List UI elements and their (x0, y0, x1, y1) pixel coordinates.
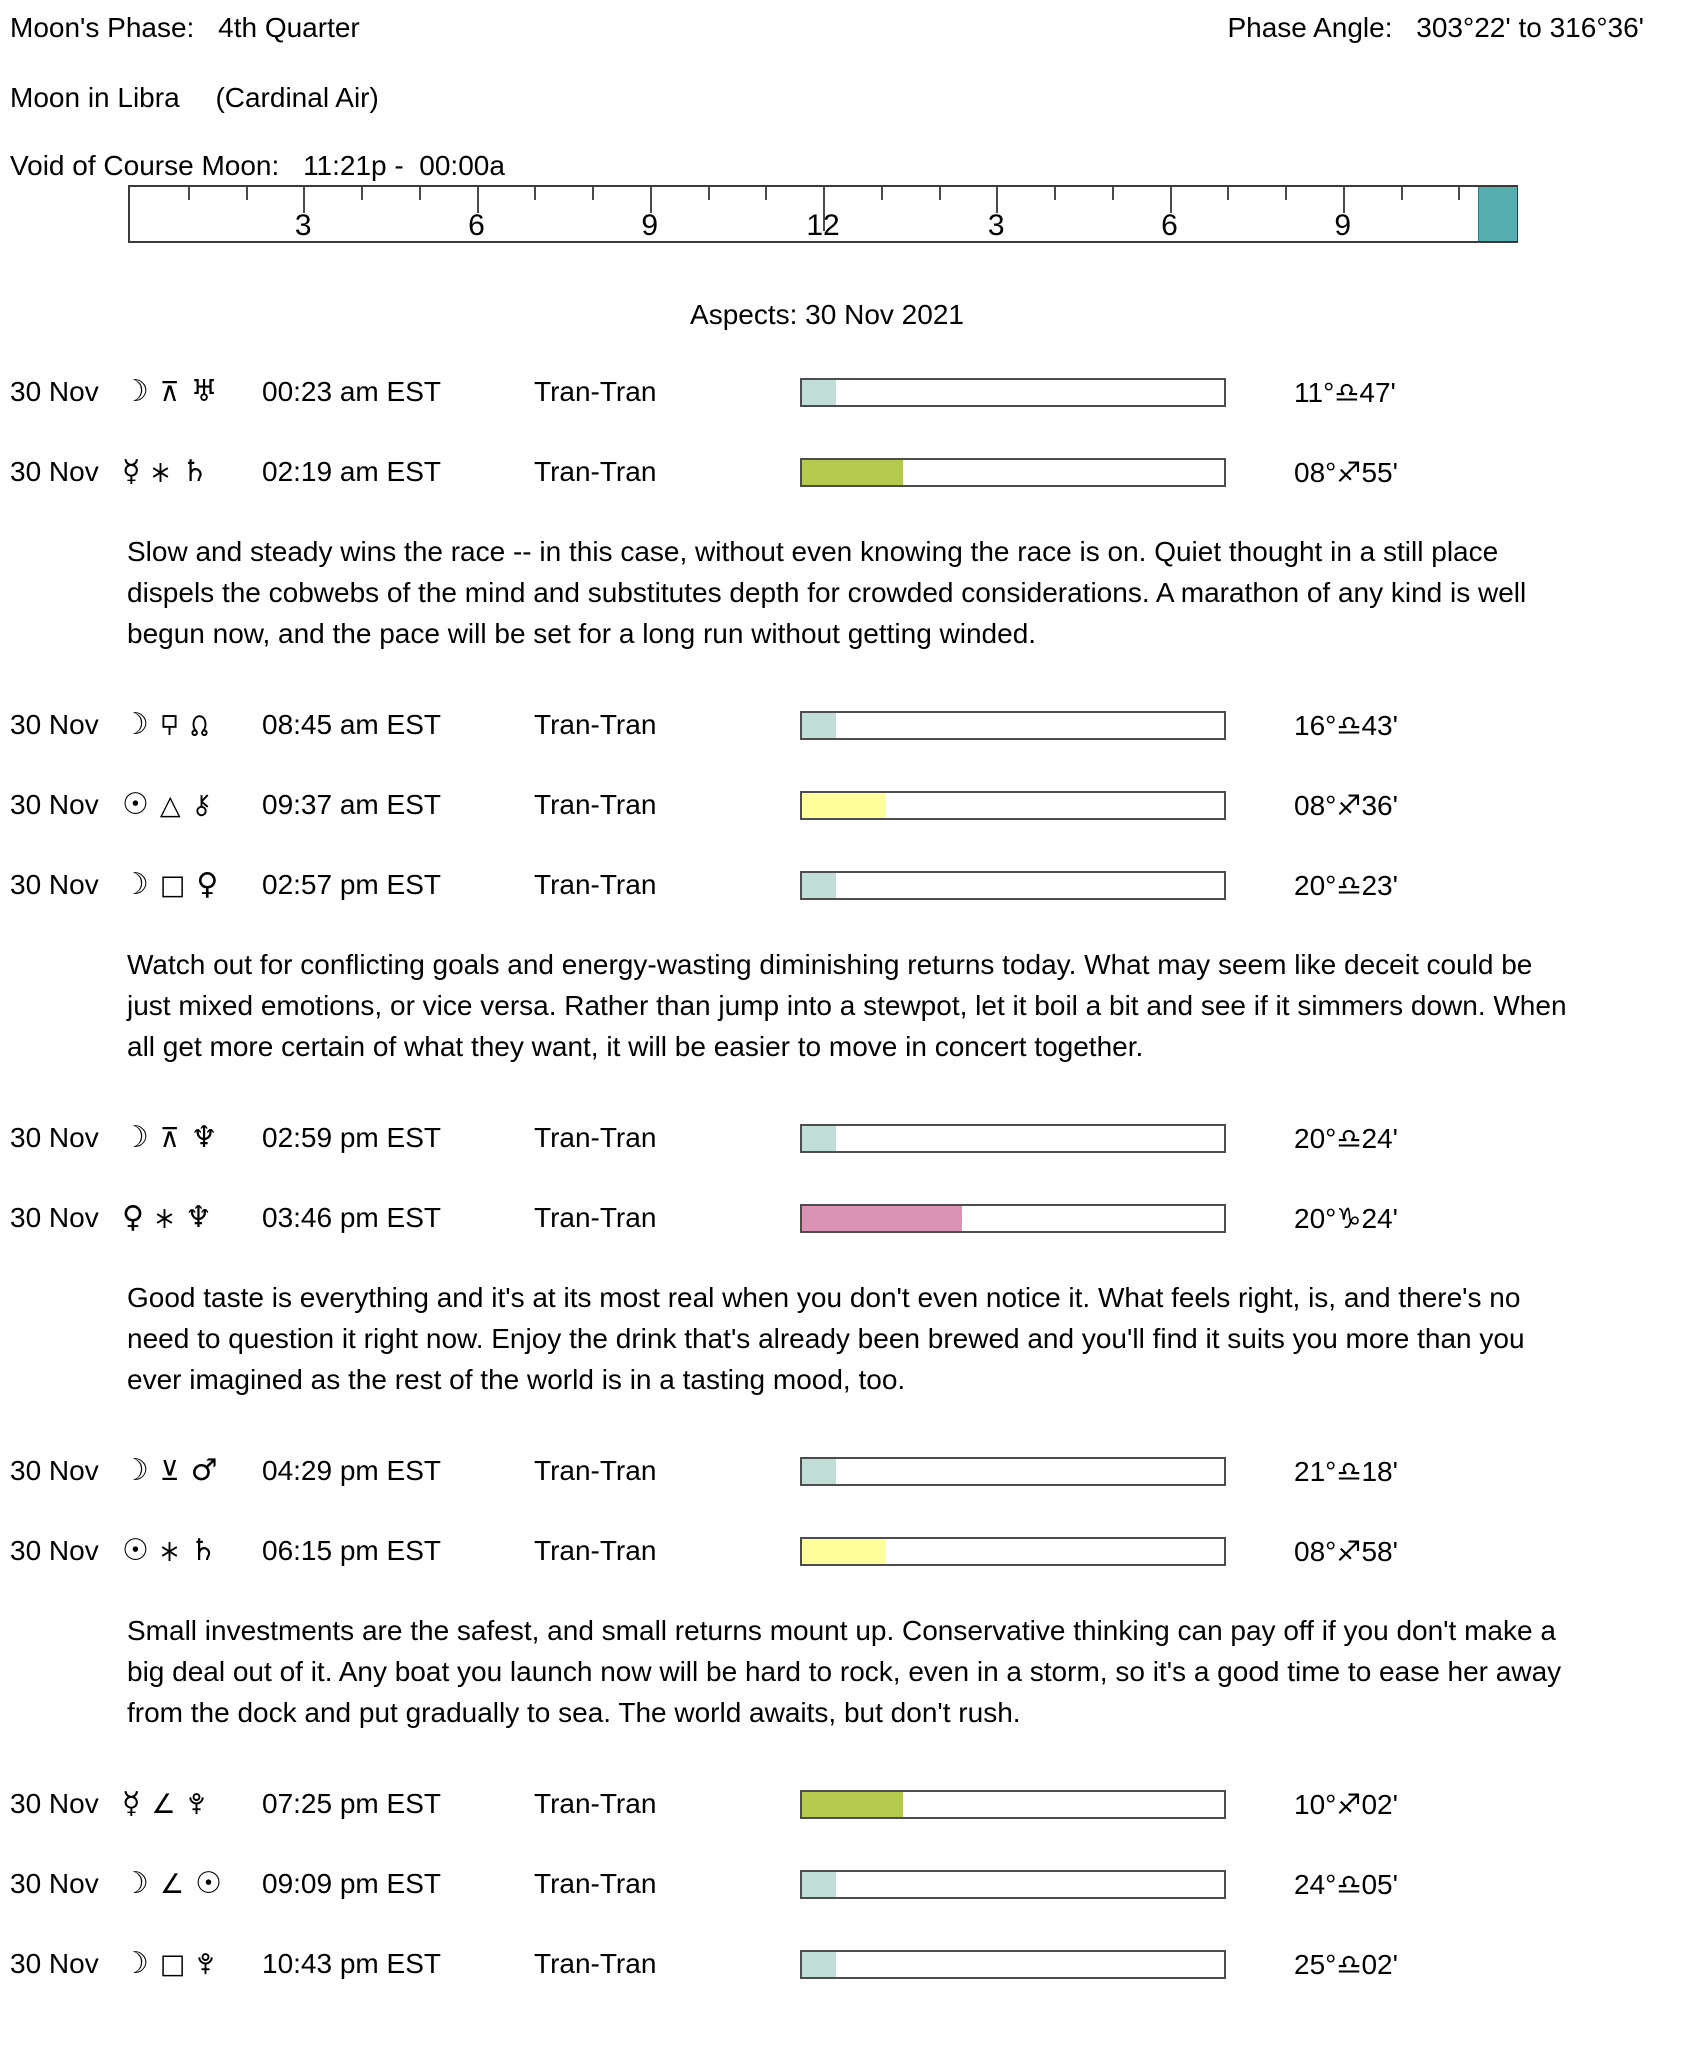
aspect-time: 09:37 am EST (262, 789, 441, 820)
aspect-row (10, 784, 1690, 826)
sun-icon: ☉ (122, 787, 149, 822)
moon-sign-line (10, 82, 1690, 114)
aspect-interpretation: Good taste is everything and it's at its most real when you don't even notice it. What feels right, is, and there's no need to question it right now. Enjoy the drink that's already been brewed and you'll find it suits you more than you ever imagined as the rest of the world is in a tasting mood, too. (127, 1282, 1525, 1395)
aspect-orb-fill (802, 713, 836, 738)
aspect-orb-fill (802, 1459, 836, 1484)
aspect-orb-fill (802, 460, 903, 485)
ruler-tick (419, 187, 421, 200)
voc-line (10, 150, 1690, 182)
moon-icon: ☽ (122, 707, 149, 742)
mars-icon: ♂ (190, 1453, 218, 1488)
moon-icon: ☽ (122, 1946, 149, 1981)
aspect-time: 04:29 pm EST (262, 1455, 441, 1486)
aspect-row-group (10, 1117, 1690, 1159)
ruler-tick (592, 187, 594, 200)
aspect-time: 00:23 am EST (262, 376, 441, 407)
moons-phase-label: Moon's Phase: (10, 12, 195, 43)
aspect-time: 02:19 am EST (262, 456, 441, 487)
aspect-time: 03:46 pm EST (262, 1202, 441, 1233)
aspect-orb-fill (802, 1952, 836, 1977)
moon-sign-note: (Cardinal Air) (215, 82, 379, 113)
aspect-orb-bar (800, 1790, 1226, 1819)
aspect-glyphs (122, 1946, 262, 1981)
aspect-orb-bar (800, 791, 1226, 820)
aspect-orb-bar (800, 1457, 1226, 1486)
aspect-type: Tran-Tran (534, 1948, 657, 1979)
ruler-tick (246, 187, 248, 200)
aspect-row (10, 1863, 1690, 1905)
aspect-time: 08:45 am EST (262, 709, 441, 740)
aspect-row (10, 1943, 1690, 1985)
ruler-hour-label: 12 (806, 209, 840, 242)
aspect-position: 10°♐02' (1294, 1788, 1398, 1820)
moon-icon: ☽ (122, 1120, 149, 1155)
chiron-icon (192, 794, 211, 817)
square-icon: □ (159, 1948, 186, 1980)
trine-icon: △ (159, 789, 181, 821)
header-line-phase (10, 12, 1690, 44)
ruler-hour-label: 3 (294, 209, 312, 242)
pluto-icon (187, 1793, 206, 1816)
aspect-glyphs (122, 1866, 262, 1901)
moon-icon: ☽ (122, 867, 149, 902)
aspect-date: 30 Nov (10, 1948, 99, 1979)
sextile-icon (151, 461, 170, 484)
aspect-orb-fill (802, 380, 836, 405)
ruler-tick (881, 187, 883, 200)
quincunx-icon: ⊼ (159, 1122, 180, 1154)
aspect-position: 21°♎18' (1294, 1455, 1398, 1487)
uranus-icon: ♅ (190, 374, 218, 409)
neptune-icon: ♆ (184, 1200, 212, 1235)
aspects-title: Aspects: 30 Nov 2021 (690, 299, 964, 330)
moons-phase (10, 12, 360, 44)
aspect-orb-fill (802, 1872, 836, 1897)
sun-icon: ☉ (122, 1533, 149, 1568)
aspect-row (10, 704, 1690, 746)
aspect-time: 02:59 pm EST (262, 1122, 441, 1153)
aspect-type: Tran-Tran (534, 456, 657, 487)
aspect-row-group (10, 784, 1690, 826)
aspect-position: 20°♎23' (1294, 869, 1398, 901)
semisquare-icon: ∠ (151, 1788, 176, 1820)
aspect-type: Tran-Tran (534, 1535, 657, 1566)
semisquare-icon: ∠ (159, 1868, 185, 1900)
aspect-row-group (10, 1783, 1690, 1825)
aspect-glyphs (122, 787, 262, 822)
aspect-orb-bar (800, 1124, 1226, 1153)
aspect-time: 06:15 pm EST (262, 1535, 441, 1566)
ruler-tick (1285, 187, 1287, 200)
sextile-icon (155, 1207, 174, 1230)
aspect-position: 25°♎02' (1294, 1948, 1398, 1980)
aspect-type: Tran-Tran (534, 376, 657, 407)
semisextile-icon: ⊻ (159, 1455, 180, 1487)
aspect-orb-fill (802, 1126, 836, 1151)
aspect-position: 20°♎24' (1294, 1122, 1398, 1154)
aspect-date: 30 Nov (10, 1455, 99, 1486)
aspect-date: 30 Nov (10, 869, 99, 900)
aspect-row (10, 1197, 1690, 1239)
saturn-icon: ♄ (181, 454, 209, 489)
aspect-row (10, 1450, 1690, 1492)
ruler-hour-label: 3 (987, 209, 1005, 242)
aspect-type: Tran-Tran (534, 709, 657, 740)
phase-angle (1227, 12, 1644, 44)
aspect-type: Tran-Tran (534, 1202, 657, 1233)
aspect-position: 16°♎43' (1294, 709, 1398, 741)
sun-icon: ☉ (195, 1866, 223, 1901)
aspect-orb-fill (802, 873, 836, 898)
aspect-row (10, 864, 1690, 906)
aspect-date: 30 Nov (10, 1535, 99, 1566)
aspect-glyphs (122, 1533, 262, 1568)
aspect-orb-fill (802, 1539, 886, 1564)
aspect-glyphs (122, 1786, 262, 1821)
square-icon: □ (159, 869, 186, 901)
aspect-glyphs (122, 867, 262, 902)
ruler-tick (188, 187, 190, 200)
aspect-row (10, 451, 1690, 493)
aspect-row-group (10, 1863, 1690, 1905)
aspect-glyphs (122, 374, 262, 409)
aspect-type: Tran-Tran (534, 1868, 657, 1899)
phase-angle-label: Phase Angle: (1227, 12, 1393, 43)
aspect-orb-bar (800, 1870, 1226, 1899)
aspect-orb-bar (800, 1204, 1226, 1233)
aspect-glyphs (122, 1120, 262, 1155)
aspect-row-group (10, 864, 1690, 1067)
moon-icon: ☽ (122, 1866, 149, 1901)
aspect-row-group (10, 1450, 1690, 1492)
aspect-time: 09:09 pm EST (262, 1868, 441, 1899)
aspect-orb-bar (800, 458, 1226, 487)
ruler-hour-label: 6 (468, 209, 485, 242)
aspect-glyphs (122, 454, 262, 489)
mercury-icon: ☿ (122, 454, 141, 489)
aspect-row-group (10, 371, 1690, 413)
aspect-row-group (10, 1530, 1690, 1733)
aspect-row-group (10, 1197, 1690, 1400)
aspect-date: 30 Nov (10, 789, 99, 820)
aspect-date: 30 Nov (10, 376, 99, 407)
voc-day-ruler (128, 185, 1518, 243)
voc-value: 11:21p - 00:00a (303, 150, 505, 181)
aspect-orb-bar (800, 1537, 1226, 1566)
aspect-type: Tran-Tran (534, 1788, 657, 1819)
sextile-icon (160, 1540, 179, 1563)
aspect-position: 08°♐58' (1294, 1535, 1398, 1567)
aspect-time: 10:43 pm EST (262, 1948, 441, 1979)
aspect-glyphs (122, 1453, 262, 1488)
aspect-type: Tran-Tran (534, 1122, 657, 1153)
aspect-time: 02:57 pm EST (262, 869, 441, 900)
aspect-orb-bar (800, 1950, 1226, 1979)
venus-icon: ♀ (196, 867, 219, 902)
moons-phase-value: 4th Quarter (218, 12, 360, 43)
aspect-date: 30 Nov (10, 1202, 99, 1233)
aspect-date: 30 Nov (10, 456, 99, 487)
aspect-row (10, 1783, 1690, 1825)
aspect-type: Tran-Tran (534, 869, 657, 900)
aspect-position: 20°♑24' (1294, 1202, 1398, 1234)
aspect-row-group (10, 1943, 1690, 1985)
aspect-interpretation: Slow and steady wins the race -- in this case, without even knowing the race is on. Quiet thought in a still place dispels the cobwebs of the mind and substitutes depth for crowded considerations. A marathon of any kind is well begun now, and the pace will be set for a long run without getting winded. (127, 536, 1527, 649)
aspect-date: 30 Nov (10, 1122, 99, 1153)
ruler-tick (1458, 187, 1460, 200)
ruler-hour-label: 9 (1334, 209, 1352, 242)
aspect-row-group (10, 704, 1690, 746)
ruler-tick (708, 187, 710, 200)
phase-angle-value: 303°22' to 316°36' (1416, 12, 1644, 43)
ruler-tick (1401, 187, 1403, 200)
voc-highlight-block (1478, 187, 1517, 241)
aspect-time: 07:25 pm EST (262, 1788, 441, 1819)
aspect-row (10, 1530, 1690, 1572)
aspect-date: 30 Nov (10, 709, 99, 740)
saturn-icon: ♄ (189, 1533, 217, 1568)
quincunx-icon: ⊼ (159, 376, 180, 408)
aspect-position: 11°♎47' (1294, 376, 1396, 408)
aspect-position: 08°♐36' (1294, 789, 1398, 821)
ruler-tick (1054, 187, 1056, 200)
aspect-interpretation: Small investments are the safest, and small returns mount up. Conservative thinking can pay off if you don't make a big deal out of it. Any boat you launch now will be hard to rock, even in a storm, so it's a good time to ease her away from the dock and put gradually to sea. The world awaits, but don't rush. (127, 1615, 1562, 1728)
aspect-glyphs (122, 1200, 262, 1235)
ruler-hour-label: 6 (1161, 209, 1178, 242)
aspect-glyphs (122, 707, 262, 742)
ruler-tick (1112, 187, 1114, 200)
ruler-tick (361, 187, 363, 200)
neptune-icon: ♆ (190, 1120, 218, 1155)
aspect-row-group (10, 451, 1690, 654)
moon-icon: ☽ (122, 374, 149, 409)
mercury-icon: ☿ (122, 1786, 141, 1821)
aspect-list (10, 371, 1690, 1985)
moon-sign-text: Moon in Libra (10, 82, 180, 113)
moon-icon: ☽ (122, 1453, 149, 1488)
ruler-tick (765, 187, 767, 200)
aspect-orb-fill (802, 793, 886, 818)
venus-icon: ♀ (122, 1200, 144, 1235)
aspect-row (10, 371, 1690, 413)
ruler-hour-label: 9 (641, 209, 659, 242)
aspect-date: 30 Nov (10, 1868, 99, 1899)
aspect-type: Tran-Tran (534, 1455, 657, 1486)
pluto-icon (196, 1953, 215, 1976)
ruler-tick (534, 187, 536, 200)
aspect-position: 24°♎05' (1294, 1868, 1398, 1900)
aspect-orb-fill (802, 1792, 903, 1817)
aspect-orb-fill (802, 1206, 962, 1231)
sesquiquadrate-icon (160, 714, 179, 737)
aspect-type: Tran-Tran (534, 789, 657, 820)
voc-label: Void of Course Moon: (10, 150, 280, 181)
aspect-orb-bar (800, 378, 1226, 407)
aspect-orb-bar (800, 711, 1226, 740)
aspect-date: 30 Nov (10, 1788, 99, 1819)
north-node-icon (190, 714, 209, 737)
ruler-tick (939, 187, 941, 200)
aspect-row (10, 1117, 1690, 1159)
aspect-interpretation: Watch out for conflicting goals and energy-wasting diminishing returns today. What may seem like deceit could be just mixed emotions, or vice versa. Rather than jump into a stewpot, let it boil a bit and see if it simmers down. When all get more certain of what they want, it will be easier to move in concert together. (127, 949, 1567, 1062)
ruler-tick (1227, 187, 1229, 200)
aspect-position: 08°♐55' (1294, 456, 1398, 488)
aspect-orb-bar (800, 871, 1226, 900)
